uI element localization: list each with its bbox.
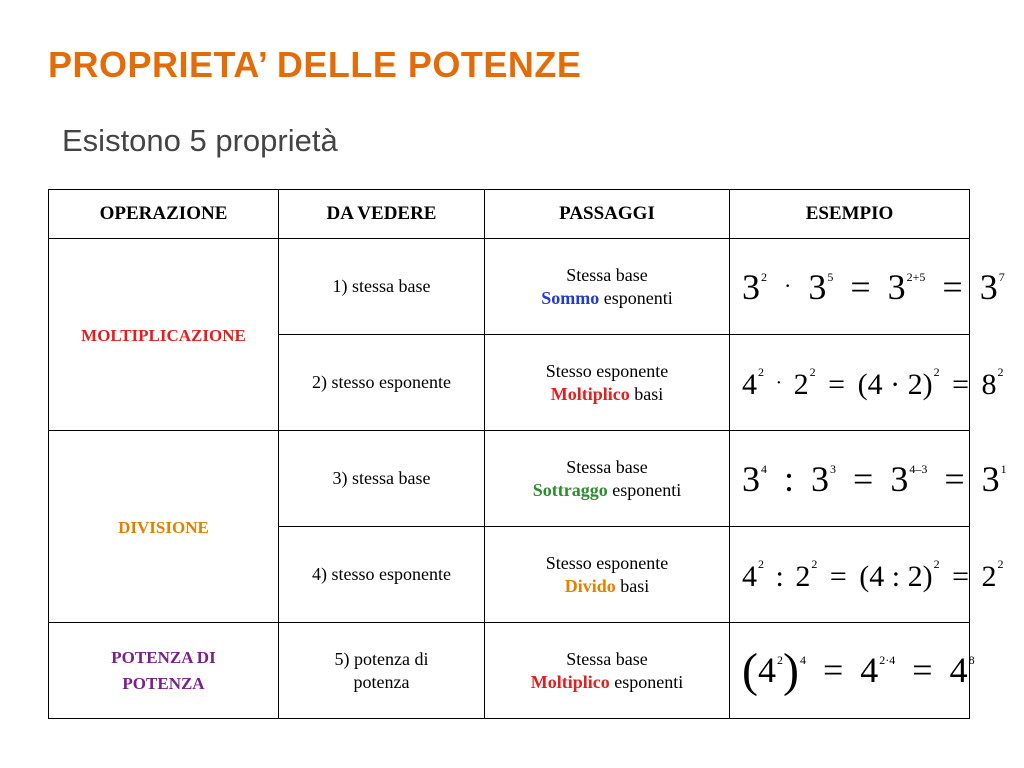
da-vedere-cell: 1) stessa base: [279, 239, 485, 335]
passaggi-cell: [485, 527, 730, 623]
math-exp: 2: [997, 556, 1004, 571]
esempio-cell: [730, 527, 1004, 623]
passaggio-rest: basi: [620, 575, 650, 596]
math-base: 4: [860, 649, 879, 690]
math-base: 3: [742, 266, 760, 307]
math-exp: 4: [761, 461, 767, 476]
math-exp: 2: [933, 556, 940, 571]
properties-table: [48, 189, 1007, 719]
passaggi-cell: [485, 335, 730, 431]
math-exp: 2: [809, 364, 816, 379]
math-op: =: [822, 649, 844, 690]
passaggio-line: Stesso esponente: [545, 360, 669, 381]
math-base: 8: [981, 367, 997, 401]
passaggio-line: Stesso esponente: [545, 552, 669, 573]
math-exp: 1: [1000, 461, 1007, 476]
passaggi-cell: [485, 239, 730, 335]
da-vedere-cell: 3) stessa base: [279, 431, 485, 527]
math-exp: 4: [799, 652, 806, 667]
math-op: =: [853, 458, 874, 499]
math-base: 3: [981, 458, 1000, 499]
da-vedere-cell: [279, 623, 485, 719]
math-exp: 2·4: [879, 652, 896, 667]
passaggio-verb: Sommo: [541, 287, 600, 308]
operation-cell: [49, 623, 279, 719]
math-op: =: [944, 458, 965, 499]
math-base: 2: [795, 559, 811, 593]
math-exp: 2: [761, 269, 767, 284]
operation-label: POTENZA DI POTENZA: [111, 647, 216, 693]
math-paren: ): [782, 643, 799, 697]
passaggio-line: Stessa base: [566, 456, 648, 477]
da-vedere-cell: 4) stesso esponente: [279, 527, 485, 623]
esempio-cell: [730, 239, 1005, 335]
table-row: [49, 431, 970, 527]
table-header-row: [49, 190, 970, 239]
passaggio-verb: Sottraggo: [532, 479, 608, 500]
math-base: 4: [949, 649, 968, 690]
da-vedere-label: 5) potenza di potenza: [334, 648, 429, 692]
table-row: [49, 623, 970, 719]
header-passaggi: PASSAGGI: [485, 190, 730, 239]
math-base: 3: [808, 266, 827, 307]
header-esempio: ESEMPIO: [730, 190, 970, 239]
math-exp: 8: [968, 652, 975, 667]
math-exp: 2: [997, 364, 1004, 379]
math-exp: 2: [811, 556, 818, 571]
passaggio-verb: Divido: [564, 575, 616, 596]
math-base: 3: [811, 458, 830, 499]
math-op: =: [942, 266, 963, 307]
math-base: 3: [887, 266, 906, 307]
math-base: 4: [742, 367, 757, 401]
esempio-cell: [730, 431, 1007, 527]
math-exp: 7: [998, 269, 1005, 284]
math-base: 3: [742, 458, 760, 499]
math-exp: 2+5: [906, 269, 926, 284]
math-base: 4: [742, 559, 757, 593]
math-op: =: [912, 649, 933, 690]
math-group: (4 · 2): [857, 367, 933, 401]
esempio-cell: [730, 335, 1004, 431]
passaggi-cell: [485, 431, 730, 527]
math-exp: 4–3: [909, 461, 928, 476]
passaggio-rest: basi: [634, 383, 664, 404]
page-subtitle: Esistono 5 proprietà: [62, 123, 338, 158]
math-exp: 5: [827, 269, 834, 284]
operation-label: MOLTIPLICAZIONE: [81, 326, 246, 345]
passaggio-rest: esponenti: [614, 671, 684, 692]
math-exp: 2: [776, 652, 783, 667]
math-op: =: [829, 559, 847, 593]
math-base: 3: [890, 458, 909, 499]
math-base: 3: [979, 266, 998, 307]
math-exp: 3: [830, 461, 837, 476]
passaggio-verb: Moltiplico: [550, 383, 630, 404]
math-exp: 2: [758, 364, 764, 379]
table-row: [49, 239, 970, 335]
math-exp: 2: [758, 556, 764, 571]
math-paren: (: [742, 643, 758, 697]
math-op: =: [850, 266, 871, 307]
passaggio-rest: esponenti: [603, 287, 673, 308]
operation-label: DIVISIONE: [118, 518, 209, 537]
math-op: ·: [775, 371, 783, 394]
math-base: 2: [981, 559, 997, 593]
math-group: (4 : 2): [859, 559, 933, 593]
math-exp: 2: [933, 364, 940, 379]
passaggi-cell: [485, 623, 730, 719]
header-operazione: OPERAZIONE: [49, 190, 279, 239]
passaggio-line: Stessa base: [566, 264, 648, 285]
math-op: =: [828, 367, 846, 401]
math-base: 4: [757, 649, 776, 690]
da-vedere-cell: 2) stesso esponente: [279, 335, 485, 431]
esempio-cell: [730, 623, 975, 719]
math-op: =: [952, 559, 970, 593]
math-op: :: [775, 559, 784, 593]
operation-cell: [49, 239, 279, 431]
math-base: 2: [793, 367, 809, 401]
math-op: :: [784, 458, 795, 499]
passaggio-rest: esponenti: [612, 479, 682, 500]
passaggio-line: Stessa base: [566, 648, 648, 669]
passaggio-verb: Moltiplico: [530, 671, 610, 692]
page-title: PROPRIETA’ DELLE POTENZE: [48, 44, 582, 85]
operation-cell: [49, 431, 279, 623]
math-op: =: [952, 367, 969, 401]
header-da-vedere: DA VEDERE: [279, 190, 485, 239]
math-op: ·: [784, 272, 792, 298]
